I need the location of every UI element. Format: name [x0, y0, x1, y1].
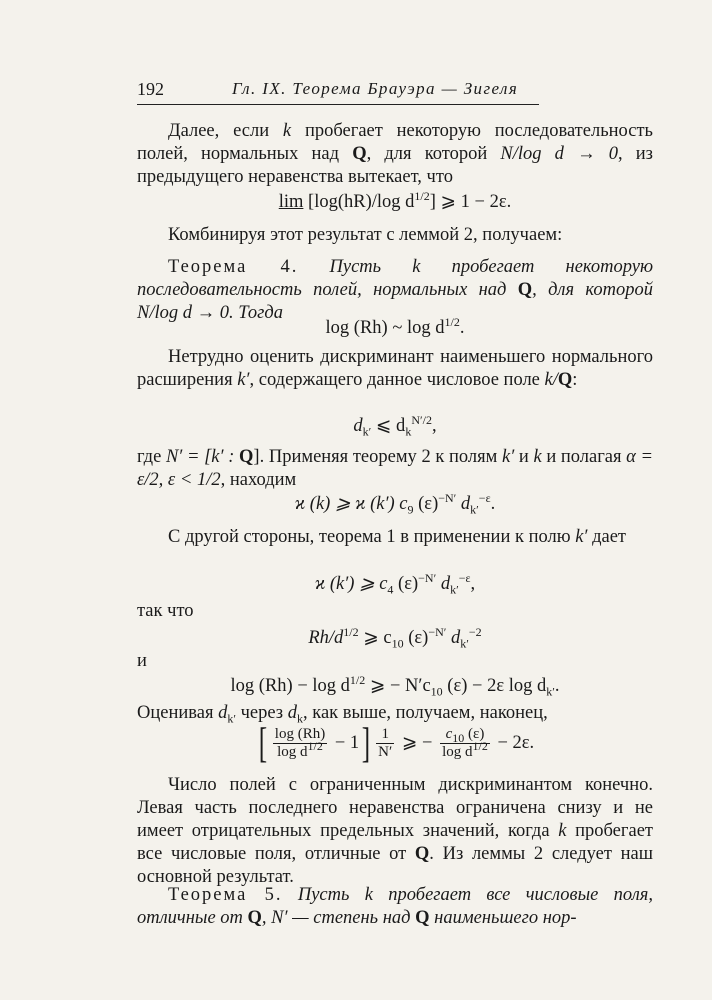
paragraph-6: так что: [137, 601, 194, 621]
formula-limit: lim [log(hR)/log $d^{1/2}$] ⩾ 1 − 2ε.: [278, 188, 512, 212]
running-head: Гл. IX. Теорема Брауэра — Зигеля: [232, 79, 519, 98]
fraction-log-rh: $\frac{\log (Rh)}{\log d^{1/2}}$: [274, 726, 326, 760]
formula-rh: $Rh/d^{1/2}$ ⩾ $c_{10}$ $(\varepsilon)^{-N'}$ $d_{k'}^{-2}$: [308, 624, 482, 651]
paragraph-3: Нетрудно оценить дискриминант наименьшего нормального расширения k′, содержащего данное числовое поле k/Q:: [137, 347, 653, 390]
paragraph-7: и: [137, 651, 147, 671]
formula-final: [ $\frac{\log (Rh)}{\log d^{1/2}}$ − 1] $\frac{1}{N'}$ ⩾ − $\frac{c_{10} (\varepsilon)}{\log d^{1/2}}$ − 2ε.: [258, 720, 535, 767]
fraction-one-over-n: $\frac{1}{N'}$: [378, 726, 393, 760]
page-header: [137, 78, 539, 105]
page-number: 192: [137, 79, 164, 99]
formula-discriminant: $d_{k'}$ ⩽ $d_k^{N'/2}$,: [353, 412, 437, 439]
fraction-c10: $\frac{c_{10} (\varepsilon)}{\log d^{1/2}}$: [442, 726, 488, 760]
paragraph-5: С другой стороны, теорема 1 в применении к полю k′ дает: [168, 527, 626, 547]
left-bracket: [: [258, 720, 267, 767]
formula-log-rh: $\log (Rh) - \log d^{1/2}$ ⩾ − $N'c_{10}$ (ε) − 2ε $\log d_{k'}$.: [230, 672, 560, 699]
paragraph-9: Число полей с ограниченным дискриминантом конечно. Левая часть последнего неравенства ограничена снизу и не имеет отрицательных предельных значений, когда k пробегает все числовые поля, отличные от Q. Из леммы 2 следует наш основной результат.: [137, 775, 653, 887]
theorem-4: Теорема 4. Пусть k пробегает некоторую последовательность полей, нормальных над Q, для которой N/log d → 0. Тогда: [137, 257, 653, 323]
formula-theorem-1: ϰ (k′) ⩾ $c_4$ $(\varepsilon)^{-N'}$ $d_{k'}^{-\varepsilon}$,: [314, 570, 476, 597]
paragraph-4: где N′ = [k′ : Q]. Применяя теорему 2 к полям k′ и k и полагая α = ε/2, ε < 1/2, находим: [137, 447, 654, 490]
paragraph-2: Комбинируя этот результат с леммой 2, получаем:: [168, 225, 563, 245]
formula-theorem-4: log (Rh) ~ $\log d^{1/2}$.: [325, 314, 465, 338]
theorem-5: Теорема 5. Пусть k пробегает все числовые поля, отличные от Q, N′ — степень над Q наименьшего нор-: [137, 885, 653, 928]
paragraph-1: Далее, если k пробегает некоторую последовательность полей, нормальных над Q, для которой N/log d → 0, из предыдущего неравенства вытекает, что: [137, 121, 653, 187]
formula-theorem-2: ϰ (k) ⩾ ϰ (k′) $c_9$ $(\varepsilon)^{-N'}$ $d_{k'}^{-\varepsilon}$.: [294, 490, 496, 517]
right-bracket: ]: [361, 720, 371, 767]
paragraph-8: Оценивая $d_{k'}$ через $d_k$, как выше, получаем, наконец,: [137, 703, 548, 726]
